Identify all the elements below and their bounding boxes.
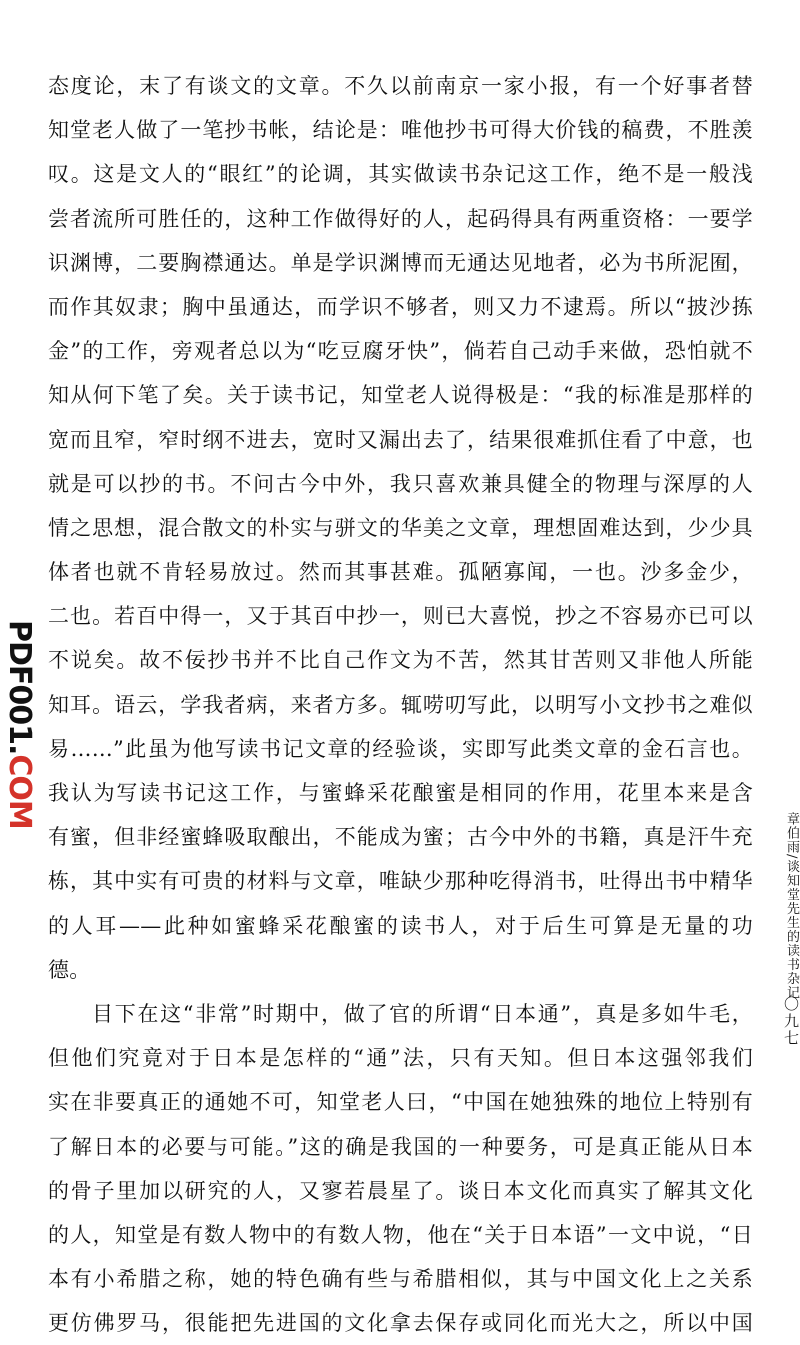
text-line: 易……”此虽为他写读书记文章的经验谈，实即写此类文章的金石言也。 <box>48 736 753 761</box>
paragraph-start-line: 目下在这“非常”时期中，做了官的所谓“日本通”，真是多如牛毛， <box>92 1001 753 1026</box>
text-line: 体者也就不肯轻易放过。然而其事甚难。孤陋寡闻，一也。沙多金少， <box>48 560 753 585</box>
text-line: 宽而且窄，窄时纲不进去，宽时又漏出去了，结果很难抓住看了中意，也 <box>48 427 753 452</box>
text-line: 不说矣。故不佞抄书并不比自己作文为不苦，然其甘苦则又非他人所能 <box>48 648 753 673</box>
text-line: 实在非要真正的通她不可，知堂老人曰，“中国在她独殊的地位上特别有 <box>48 1090 753 1115</box>
text-line: 知堂老人做了一笔抄书帐，结论是：唯他抄书可得大价钱的稿费，不胜羡 <box>48 118 753 143</box>
text-line: 的人耳——此种如蜜蜂采花酿蜜的读书人，对于后生可算是无量的功 <box>48 913 753 938</box>
text-line: 的骨子里加以研究的人，又寥若晨星了。谈日本文化而真实了解其文化 <box>48 1178 753 1203</box>
text-line: 更仿佛罗马，很能把先进国的文化拿去保存或同化而光大之，所以中国 <box>48 1311 753 1336</box>
watermark-logo <box>2 620 37 829</box>
text-line: 有蜜，但非经蜜蜂吸取酿出，不能成为蜜；古今中外的书籍，真是汗牛充 <box>48 825 753 850</box>
watermark-suffix: COM <box>2 754 37 829</box>
body-text <box>48 64 753 1345</box>
text-line: 识渊博，二要胸襟通达。单是学识渊博而无通达见地者，必为书所泥囿， <box>48 250 753 275</box>
text-line: 了解日本的必要与可能。”这的确是我国的一种要务，可是真正能从日本 <box>48 1134 753 1159</box>
text-line: 金”的工作，旁观者总以为“吃豆腐牙快”，倘若自己动手来做，恐怕就不 <box>48 339 753 364</box>
page-number: 〇九七 <box>782 996 800 1047</box>
text-line: 我认为写读书记这工作，与蜜蜂采花酿蜜是相同的作用，花里本来是含 <box>48 781 753 805</box>
paragraph-end-line: 德。 <box>48 957 91 982</box>
text-line: 栋，其中实有可贵的材料与文章，唯缺少那种吃得消书，吐得出书中精华 <box>48 869 753 894</box>
text-line: 但他们究竟对于日本是怎样的“通”法，只有天知。但日本这强邻我们 <box>48 1046 753 1071</box>
text-line: 尝者流所可胜任的，这种工作做得好的人，起码得具有两重资格：一要学 <box>48 206 753 231</box>
text-line: 二也。若百中得一，又于其百中抄一，则已大喜悦，抄之不容易亦已可以 <box>48 604 753 629</box>
text-line: 而作其奴隶；胸中虽通达，而学识不够者，则又力不逮焉。所以“披沙拣 <box>48 294 753 319</box>
watermark-prefix: PDF001. <box>2 620 37 755</box>
running-head: 章伯雨/谈知堂先生的读书杂记 <box>784 812 799 1000</box>
text-line: 情之思想，混合散文的朴实与骈文的华美之文章，理想固难达到，少少具 <box>48 515 753 540</box>
text-line: 态度论，末了有谈文的文章。不久以前南京一家小报，有一个好事者替 <box>48 74 753 98</box>
text-line: 的人，知堂是有数人物中的有数人物，他在“关于日本语”一文中说，“日 <box>48 1222 753 1247</box>
text-line: 知耳。语云，学我者病，来者方多。辄唠叨写此，以明写小文抄书之难似 <box>48 692 753 717</box>
text-line: 本有小希腊之称，她的特色确有些与希腊相似，其与中国文化上之关系 <box>48 1267 753 1292</box>
text-line: 叹。这是文人的“眼红”的论调，其实做读书杂记这工作，绝不是一般浅 <box>48 162 753 187</box>
text-line: 就是可以抄的书。不问古今中外，我只喜欢兼具健全的物理与深厚的人 <box>48 471 753 496</box>
text-line: 知从何下笔了矣。关于读书记，知堂老人说得极是：“我的标准是那样的 <box>48 383 753 408</box>
